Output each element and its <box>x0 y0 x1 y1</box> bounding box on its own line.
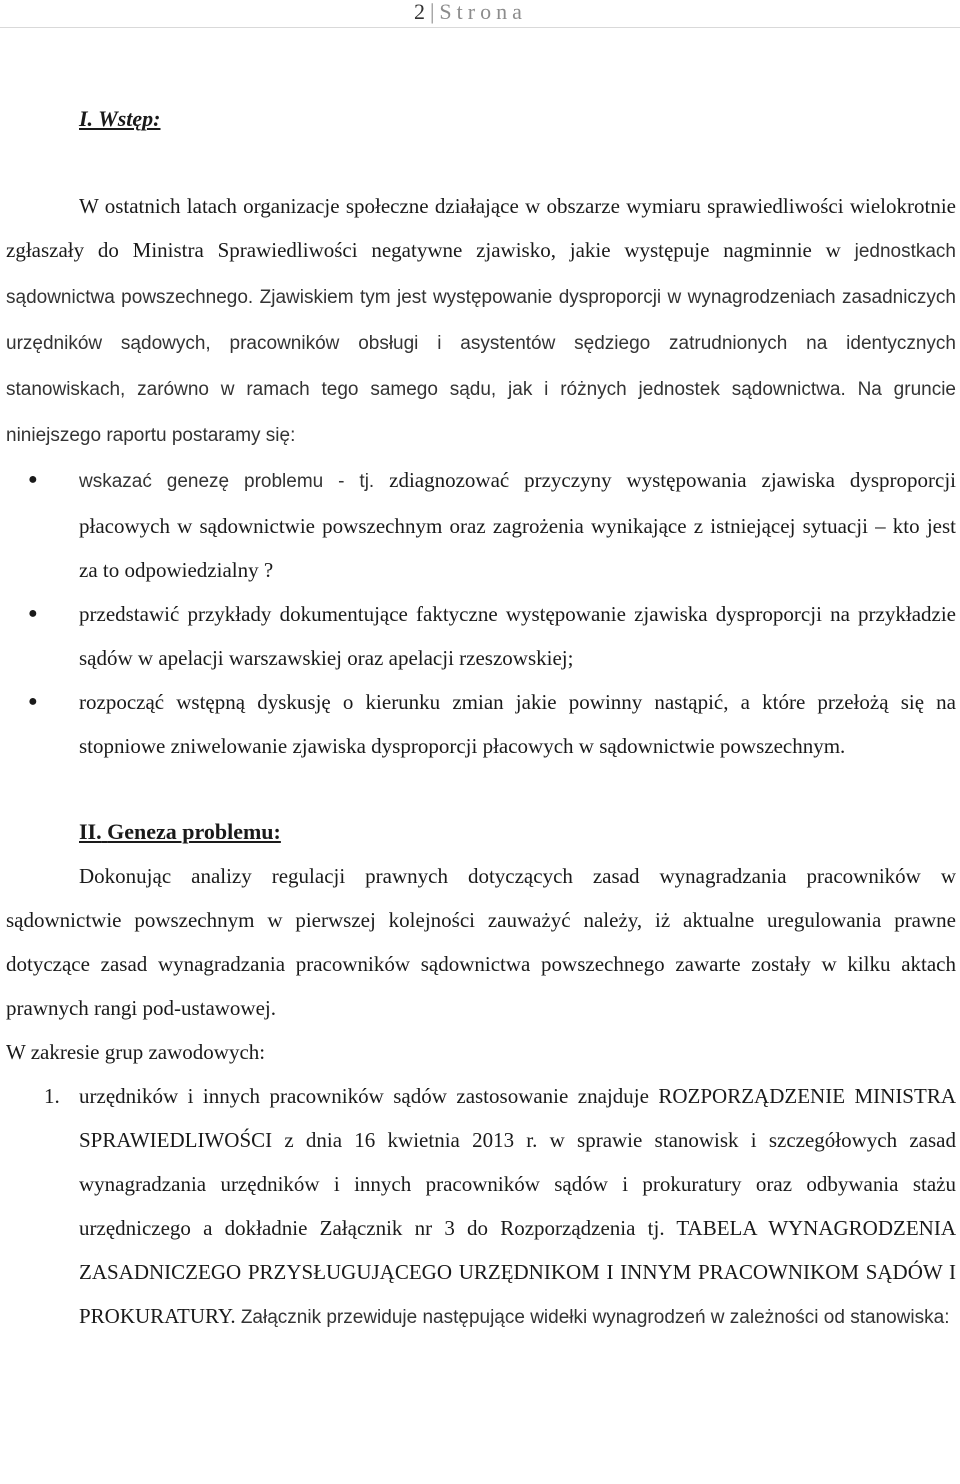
page-header <box>0 0 960 28</box>
document-body <box>6 96 956 1340</box>
goal-item-1-part1: wskazać genezę problemu - tj. <box>79 471 390 492</box>
intro-paragraph-part1: W ostatnich latach organizacje społeczne działające w obszarze wymiaru sprawiedliwości wielokrotnie zgłaszały do Ministra Sprawiedliwości negatywne zjawisko, jakie występuje nagminnie w <box>6 194 956 262</box>
section-heading-number: II. <box>79 819 102 844</box>
genesis-paragraph: Dokonując analizy regulacji prawnych dotyczących zasad wynagradzania pracowników w sądownictwie powszechnym w pierwszej kolejności zauważyć należy, iż aktualne uregulowania prawne dotyczące zasad wynagradzania pracowników sądownictwa powszechnego zawarte zostały w kilku aktach prawnych rangi pod-ustawowej. <box>6 864 956 1020</box>
bullet-icon: ● <box>28 605 38 622</box>
page-number-label <box>414 0 527 25</box>
professional-groups-intro: W zakresie grup zawodowych: <box>6 1040 266 1064</box>
intro-paragraph-part2: jednostkach sądownictwa powszechnego. Zjawiskiem tym jest występowanie dysproporcji w wynagrodzeniach zasadniczych urzędników sądowych, pracowników obsługi i asystentów sędziego zatrudnionych na identycznych stanowiskach, zarówno w ramach tego samego sądu, jak i różnych jednostek sądownictwa. Na gruncie niniejszego raportu postaramy się: <box>6 241 956 446</box>
list-item <box>6 592 956 680</box>
section-heading-intro: I. Wstęp: <box>79 106 161 131</box>
goal-item-3: rozpocząć wstępną dyskusję o kierunku zmian jakie powinny nastąpić, a które przełożą się na stopniowe zniwelowanie zjawiska dysproporcji płacowych w sądownictwie powszechnym. <box>79 690 956 758</box>
list-item <box>6 1074 956 1340</box>
goals-list <box>6 458 956 768</box>
groups-list <box>6 1074 956 1340</box>
group-item-1-part2: Załącznik przewiduje następujące widełki wynagrodzeń w zależności od stanowiska: <box>240 1307 950 1328</box>
goal-item-2: przedstawić przykłady dokumentujące faktyczne występowanie zjawiska dysproporcji na przykładzie sądów w apelacji warszawskiej oraz apelacji rzeszowskiej; <box>79 602 956 670</box>
page-number: 2 <box>414 0 426 24</box>
bullet-icon: ● <box>28 693 38 710</box>
section-heading-genesis <box>79 810 956 854</box>
goal-item-1-part2: zdiagnozować przyczyny występowania zjawiska dysproporcji płacowych w sądownictwie powszechnym oraz zagrożenia wynikające z istniejącej sytuacji – kto jest za to odpowiedzialny ? <box>79 468 957 582</box>
bullet-icon: ● <box>28 471 38 488</box>
list-item-number: 1. <box>44 1084 60 1108</box>
page-word: Strona <box>439 0 527 24</box>
section-heading-text: Geneza problemu: <box>107 819 281 844</box>
group-item-1-part1: urzędników i innych pracowników sądów zastosowanie znajduje ROZPORZĄDZENIE MINISTRA SPRAWIEDLIWOŚCI z dnia 16 kwietnia 2013 r. w sprawie stanowisk i szczegółowych zasad wynagradzania urzędników i innych pracowników sądów i prokuratury oraz odbywania stażu urzędniczego a dokładnie Załącznik nr 3 do Rozporządzenia tj. TABELA WYNAGRODZENIA ZASADNICZEGO PRZYSŁUGUJĄCEGO URZĘDNIKOM I INNYM PRACOWNIKOM SĄDÓW I PROKURATURY. <box>79 1084 956 1328</box>
list-item <box>6 680 956 768</box>
list-item <box>6 458 956 592</box>
page-separator: | <box>430 0 436 24</box>
intro-paragraph <box>6 184 956 458</box>
